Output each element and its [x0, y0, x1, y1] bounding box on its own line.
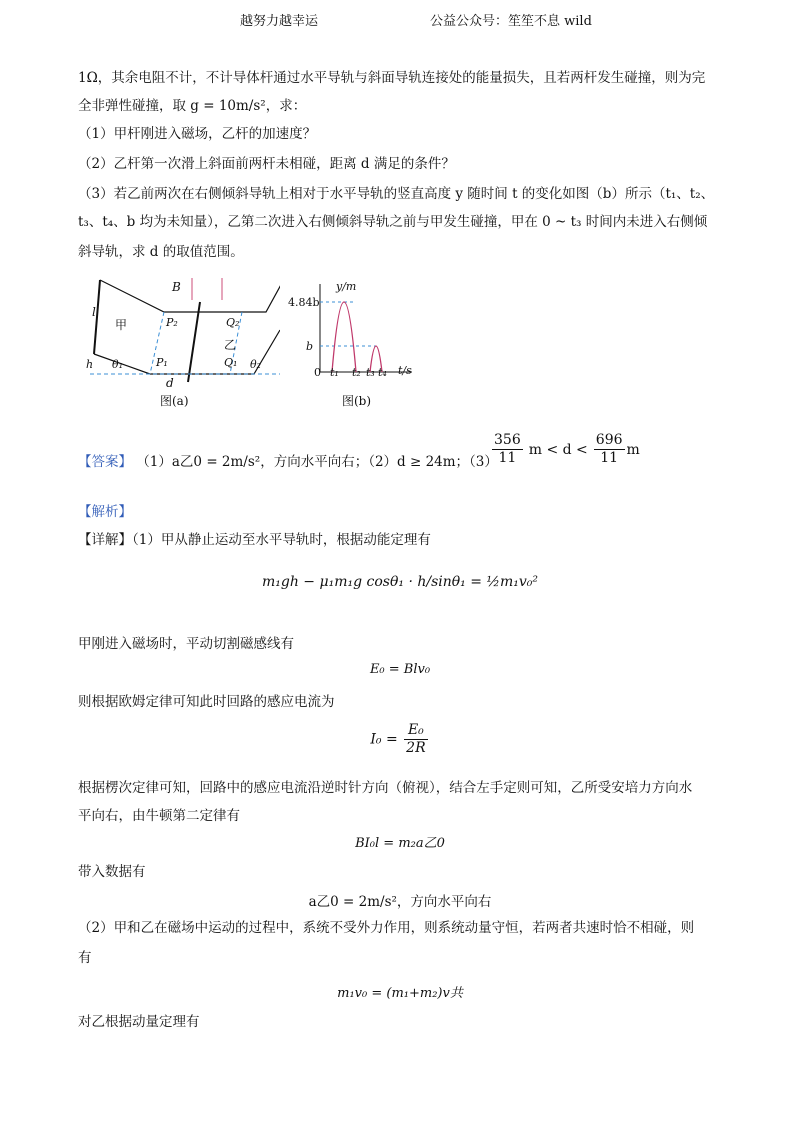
- label-theta1: θ₁: [112, 358, 124, 371]
- answer-line: [78, 452, 498, 472]
- step-5-text: 带入数据有: [78, 864, 146, 880]
- label-yi: 乙: [224, 338, 237, 352]
- xtick-t3: t₃: [366, 366, 375, 379]
- fraction-upper: [594, 432, 625, 467]
- label-Q2: Q₂: [226, 316, 240, 329]
- label-jia: 甲: [115, 318, 128, 332]
- label-theta2: θ₂: [250, 358, 262, 371]
- xtick-t1: t₁: [330, 366, 339, 379]
- question-3-line-2: t₃、t₄、b 均为未知量），乙第二次进入右侧倾斜导轨之前与甲发生碰撞，甲在 0 ~ t₃ 时间内未进入右侧倾: [78, 214, 708, 230]
- step-4-line-2: 平向右，由牛顿第二定律有: [78, 808, 240, 824]
- label-d: d: [166, 376, 174, 390]
- equation-4: BI₀l = m₂a乙0: [355, 836, 445, 851]
- label-h: h: [86, 358, 94, 371]
- analysis-tag: 【解析】: [78, 504, 132, 520]
- fraction-upper-num: 696: [595, 432, 623, 448]
- equation-3: [0, 722, 800, 757]
- detail-tag: 【详解】: [78, 532, 132, 548]
- label-P1: P₁: [156, 356, 168, 369]
- equation-6: m₁v₀ = (m₁+m₂)v共: [337, 986, 463, 1001]
- question-1: （1）甲杆刚进入磁场，乙杆的加速度？: [78, 126, 317, 142]
- equation-2: E₀ = Blv₀: [369, 662, 431, 677]
- label-P2: P₂: [166, 316, 178, 329]
- question-3-line-3: 斜导轨，求 d 的取值范围。: [78, 244, 244, 260]
- answer-mid: m < d <: [528, 441, 588, 458]
- figure-b-caption: 图(b): [342, 394, 372, 408]
- ytick-top: 4.84b: [288, 296, 320, 309]
- step-1-text: （1）甲从静止运动至水平导轨时，根据动能定理有: [132, 532, 431, 548]
- label-Q1: Q₁: [224, 356, 238, 369]
- step-6-line-2: 有: [78, 950, 92, 966]
- fraction-upper-den: 11: [600, 450, 619, 466]
- question-3-line-1: （3）若乙前两次在右侧倾斜导轨上相对于水平导轨的竖直高度 y 随时间 t 的变化如图（b）所示（t₁、t₂、: [78, 186, 715, 202]
- eq3-num: E₀: [404, 722, 427, 740]
- ylabel: y/m: [336, 280, 357, 293]
- eq3-lhs: I₀ =: [370, 731, 398, 748]
- xtick-t4: t₄: [378, 366, 387, 379]
- header-left: 越努力越幸运: [240, 14, 319, 29]
- equation-1: m₁gh − μ₁m₁g cosθ₁ · h/sinθ₁ = ½m₁v₀²: [261, 574, 539, 590]
- xlabel: t/s: [398, 364, 412, 377]
- answer-part1: （1）a乙0 = 2m/s²，方向水平向右；（2）d ≥ 24m；（3）: [136, 454, 498, 470]
- xtick-t2: t₂: [352, 366, 361, 379]
- ytick-low: b: [306, 340, 314, 353]
- step-3-text: 则根据欧姆定律可知此时回路的感应电流为: [78, 694, 335, 710]
- header-right: 公益公众号：笙笙不息 wild: [430, 14, 592, 29]
- eq3-fraction: [404, 722, 427, 757]
- eq3-den: 2R: [406, 740, 426, 756]
- problem-line-2: 全非弹性碰撞，取 g = 10m/s²，求：: [78, 98, 307, 114]
- origin: 0: [314, 366, 321, 379]
- detail-line: [78, 530, 431, 550]
- label-B: B: [172, 280, 181, 294]
- answer-tag: 【答案】: [78, 454, 132, 470]
- fraction-lower: [492, 432, 523, 467]
- step-4-line-1: 根据楞次定律可知，回路中的感应电流沿逆时针方向（俯视），结合左手定则可知，乙所受安培力方向水: [78, 780, 693, 796]
- problem-line-1: 1Ω，其余电阻不计，不计导体杆通过水平导轨与斜面导轨连接处的能量损失，且若两杆发生碰撞，则为完: [78, 70, 706, 86]
- equation-5: a乙0 = 2m/s²，方向水平向右: [308, 894, 492, 910]
- fraction-lower-num: 356: [494, 432, 521, 448]
- step-2-text: 甲刚进入磁场时，平动切割磁感线有: [78, 636, 294, 652]
- label-l: l: [92, 305, 96, 319]
- question-2: （2）乙杆第一次滑上斜面前两杆未相碰，距离 d 满足的条件？: [78, 156, 455, 172]
- answer-range: [490, 432, 640, 467]
- step-6-line-1: （2）甲和乙在磁场中运动的过程中，系统不受外力作用，则系统动量守恒，若两者共速时恰不相碰，则: [78, 920, 695, 936]
- figure-a-caption: 图(a): [160, 394, 189, 408]
- answer-unit: m: [626, 441, 640, 458]
- fraction-lower-den: 11: [498, 450, 517, 466]
- step-7-text: 对乙根据动量定理有: [78, 1014, 200, 1030]
